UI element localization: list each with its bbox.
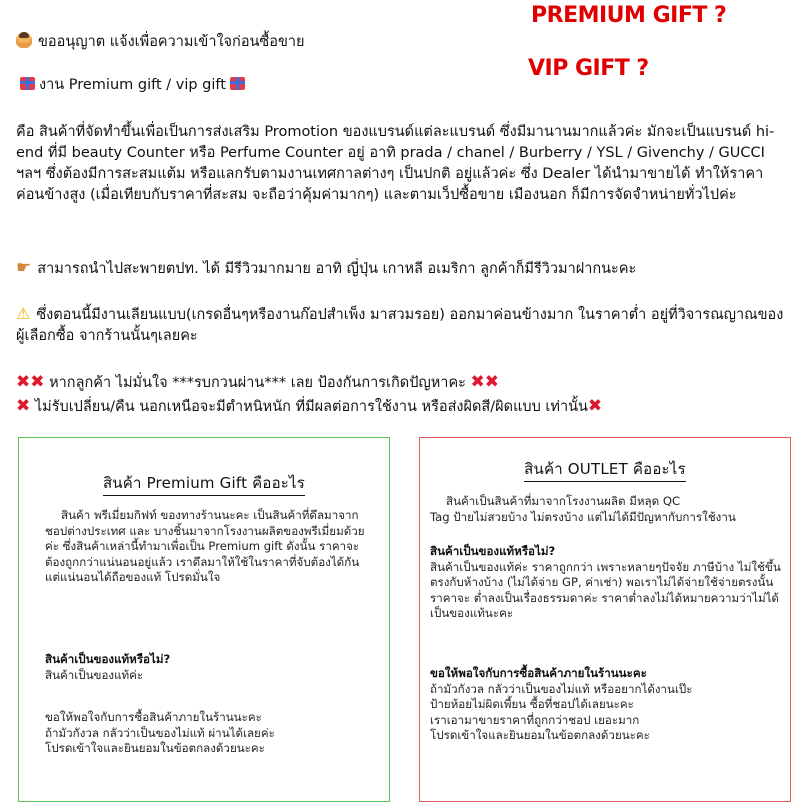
outlet-card-question: สินค้าเป็นของแท้หรือไม่? สินค้าเป็นของแท้ค่ะ ราคาถูกกว่า เพราะหลายๆปัจจัย ภาษีบ้าง ไม่ใช้ขึ้นตรงกับห้างบ้าง (ไม่ได้จ่าย GP, ค่าเช่า) พอเราไม่ได้จ่ายใช้จ่ายตรงนั้นราคาจะ ต่ำลงเป็นเรื่องธรรมดาค่ะ ราคาต่ำลงไม่ได้หมายความว่าไม่ได้เป็นของแท้นะคะ: [430, 544, 781, 621]
cross-icon: ✖: [16, 372, 31, 392]
warning-paragraph: [16, 305, 788, 347]
topic-notice: [16, 75, 536, 96]
cross-icon: ✖: [30, 372, 45, 392]
no-doubt-paragraph: [16, 372, 788, 394]
premium-gift-card: [18, 437, 390, 802]
topic-text: งาน Premium gift / vip gift: [39, 77, 226, 93]
shipping-paragraph: [16, 259, 788, 280]
person-bowing-icon: [16, 32, 32, 48]
warning-icon: ⚠: [16, 304, 31, 323]
permission-notice: [16, 32, 536, 53]
outlet-card-closing: ขอให้พอใจกับการซื้อสินค้าภายในร้านนะคะ ถ้ามัวกังวล กลัวว่าเป็นของไม่แท้ หรืออยากได้งานเป๊ะ ป้ายห้อยไม่ผิดเพี้ยน ซื้อที่ชอปได้เลยนะคะ เราเอามาขายราคาที่ถูกกว่าชอป เยอะมาก โปรดเข้าใจและยินยอมในข้อตกลงด้วยนะคะ: [430, 666, 693, 743]
pointing-hand-icon: ☛: [16, 258, 32, 278]
intro-paragraph: คือ สินค้าที่จัดทำขึ้นเพื่อเป็นการส่งเสริม Promotion ของแบรนด์แต่ละแบรนด์ ซึ่งมีมานานมากแล้วค่ะ มักจะเป็นแบรนด์ hi-end ที่มี beauty Counter หรือ Perfume Counter อยู่ อาทิ prada / chanel / Burberry / YSL / Givenchy / GUCCI ฯลฯ ซึ่งต้องมีการสะสมแต้ม หรือแลกรับตามงานเทศกาลต่างๆ เป็นปกติ อยู่แล้วค่ะ ซึ่ง Dealer ได้นำมาขายได้ ทำให้ราคาค่อนข้างสูง (เมื่อเทียบกับราคาที่สะสม จะถือว่าคุ้มค่ามากๆ) และตามเว็ปซื้อขาย เมืองนอก ก็มีการจัดจำหน่ายทั่วไปค่ะ: [16, 124, 775, 203]
cross-icon: ✖: [484, 372, 500, 392]
outlet-card-title: สินค้า OUTLET คืออะไร: [420, 457, 790, 481]
premium-card-closing: ขอให้พอใจกับการซื้อสินค้าภายในร้านนะคะ ถ้ามัวกังวล กลัวว่าเป็นของไม่แท้ ผ่านได้เลยค่ะ โปรดเข้าใจและยินยอมในข้อตกลงด้วยนะคะ: [45, 710, 275, 756]
cross-icon: ✖: [16, 396, 31, 416]
outlet-card-body: สินค้าเป็นสินค้าที่มาจากโรงงานผลิต มีหลุด QC Tag ป้ายไม่สวยบ้าง ไม่ตรงบ้าง แต่ไม่ได้มีปัญหากับการใช้งาน: [430, 494, 736, 524]
premium-gift-headline: PREMIUM GIFT ?: [531, 3, 727, 28]
premium-card-question: สินค้าเป็นของแท้หรือไม่? สินค้าเป็นของแท้ค่ะ: [45, 652, 171, 682]
permission-text: ขออนุญาต แจ้งเพื่อความเข้าใจก่อนซื้อขาย: [38, 34, 305, 50]
premium-card-body: สินค้า พรีเมี่ยมกิฟท์ ของทางร้านนะคะ เป็นสินค้าที่ดึลมาจาก ชอปต่างประเทศ และ บางชิ้นมาจากโรงงานผลิตของพรีเมี่ยมด้วยค่ะ ซึ่งสินค้าเหล่านี้ทำมาเพื่อเป็น Premium gift ดังนั้น ราคาจะต้องถูกกว่าแน่นอนอยู่แล้ว เราดึลมาให้ใช้ในราคาที่จับต้องได้กัน แต่แน่นอนได้ถือของแท้ โปรดมั่นใจ: [45, 508, 365, 585]
cross-icon: ✖: [470, 372, 485, 392]
no-return-text: ไม่รับเปลี่ยน/คืน นอกเหนือจะมีตำหนิหนัก ที่มีผลต่อการใช้งาน หรือส่งผิดสี/ผิดแบบ เท่านั้น: [34, 399, 588, 415]
shipping-text: สามารถนำไปสะพายตปท. ได้ มีรีวิวมากมาย อาทิ ญี่ปุ่น เกาหลี อเมริกา ลูกค้าก็มีรีวิวมาฝากนะคะ: [37, 261, 637, 277]
cross-icon: ✖: [587, 396, 603, 416]
no-return-paragraph: [16, 396, 788, 418]
outlet-card: [419, 437, 791, 802]
warning-text: ซึ่งตอนนี้มีงานเลียนแบบ(เกรดอื่นๆหรืองานก๊อปสำเพ็ง มาสวมรอย) ออกมาค่อนข้างมาก ในราคาต่ำ อยู่ที่วิจารณญาณของผู้เลือกซื้อ จากร้านนั้นๆเลยคะ: [16, 307, 784, 344]
gift-icon: [20, 77, 35, 90]
premium-card-title: สินค้า Premium Gift คืออะไร: [19, 471, 389, 495]
no-doubt-text: หากลูกค้า ไม่มั่นใจ ***รบกวนผ่าน*** เลย ป้องกันการเกิดปัญหาคะ: [49, 375, 466, 391]
gift-icon: [230, 77, 245, 90]
vip-gift-headline: VIP GIFT ?: [528, 56, 649, 81]
